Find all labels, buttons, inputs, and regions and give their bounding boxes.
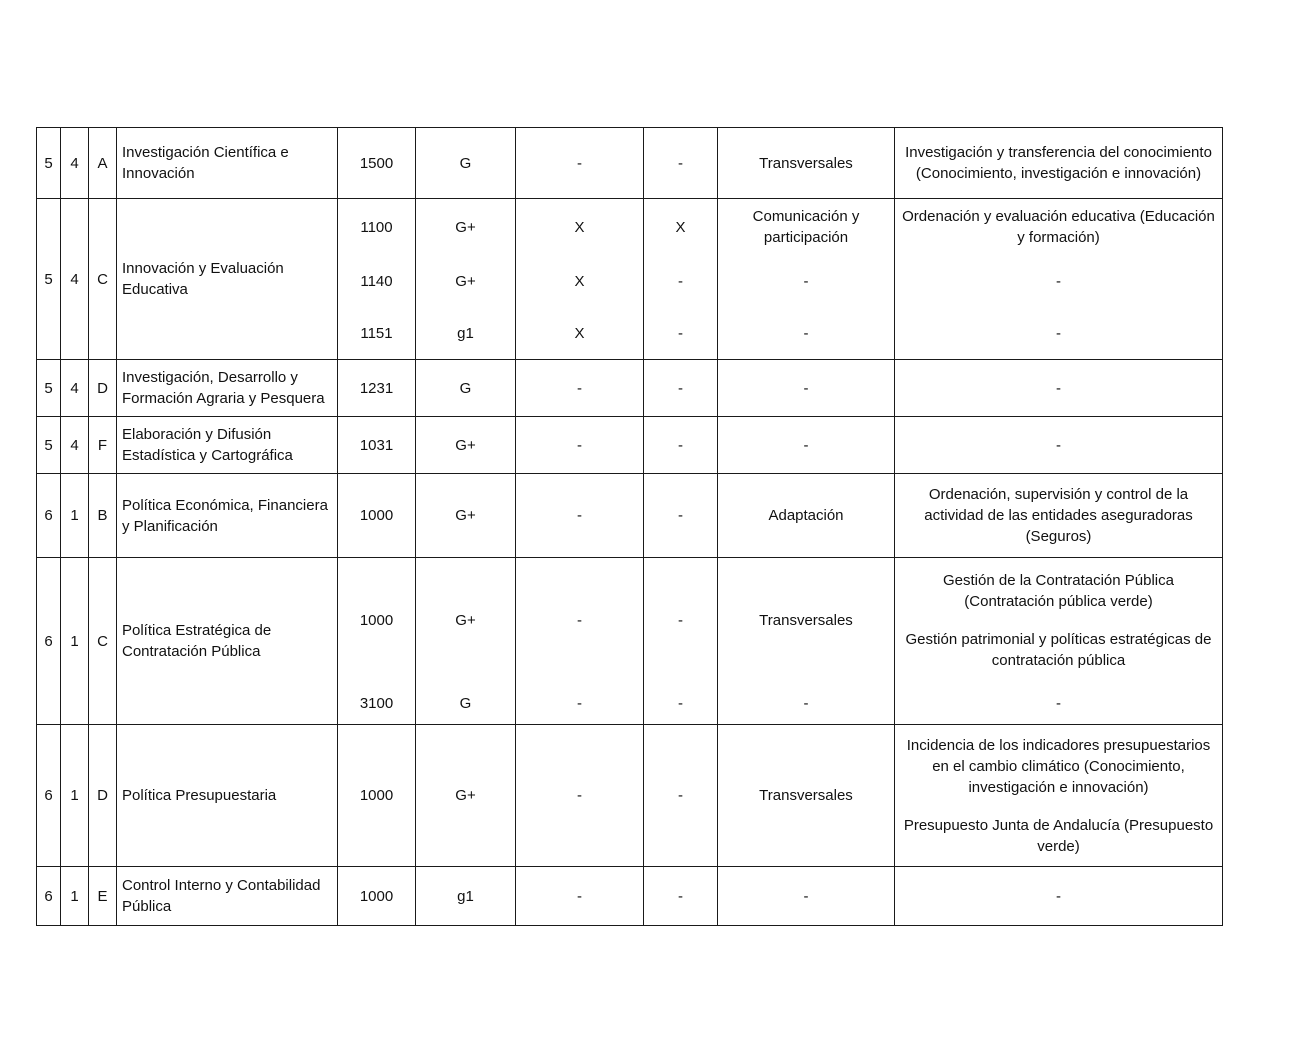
mark-cell-line xyxy=(644,474,717,557)
area-cell-line xyxy=(718,360,894,416)
table-row xyxy=(37,558,1223,725)
grade-cell-text: G+ xyxy=(455,436,476,454)
mark-cell-line xyxy=(516,474,643,557)
table-row xyxy=(37,360,1223,417)
code-cell-text: 1000 xyxy=(359,787,394,804)
objective-text: - xyxy=(1056,324,1061,342)
letter-cell: D xyxy=(89,360,117,417)
mark-cell-text: - xyxy=(678,694,683,712)
grade-cell-text: G+ xyxy=(455,611,476,629)
table-row xyxy=(37,199,1223,360)
code-cell-line xyxy=(338,867,415,925)
mark-cell-line xyxy=(516,128,643,198)
objective-cell xyxy=(895,199,1223,360)
area-cell xyxy=(718,360,895,417)
code-cell xyxy=(338,417,416,474)
level-2-cell: 1 xyxy=(61,474,89,558)
table-row xyxy=(37,128,1223,199)
code-cell-line xyxy=(338,417,415,473)
area-cell xyxy=(718,725,895,867)
area-cell-text: - xyxy=(803,272,809,290)
area-cell-text: - xyxy=(803,324,809,342)
objective-cell-line xyxy=(895,307,1222,359)
code-cell-line xyxy=(338,725,415,866)
grade-cell-text: G+ xyxy=(455,272,476,290)
level-1-cell: 5 xyxy=(37,128,61,199)
mark-cell-line xyxy=(644,307,717,359)
objective-cell xyxy=(895,558,1223,725)
area-cell-text: - xyxy=(803,887,809,905)
mark-cell-line xyxy=(516,682,643,724)
letter-cell: E xyxy=(89,867,117,926)
objective-cell xyxy=(895,360,1223,417)
grade-cell-text: G xyxy=(459,694,472,712)
level-2-cell: 4 xyxy=(61,199,89,360)
mark-cell-text: - xyxy=(577,154,582,172)
objective-text: Ordenación y evaluación educativa (Educación y formación) xyxy=(902,208,1215,246)
area-cell-text: Adaptación xyxy=(768,507,844,524)
objective-cell-line xyxy=(895,867,1222,925)
mark-cell xyxy=(644,867,718,926)
code-cell xyxy=(338,199,416,360)
code-cell-line xyxy=(338,682,415,724)
level-2-cell: 1 xyxy=(61,558,89,725)
grade-cell-line xyxy=(416,199,515,255)
code-cell-text: 1031 xyxy=(359,436,394,454)
area-cell-line xyxy=(718,417,894,473)
code-cell-text: 1000 xyxy=(359,507,394,524)
objective-cell-line xyxy=(895,360,1222,416)
grade-cell-line xyxy=(416,360,515,416)
table-body xyxy=(37,128,1223,926)
objective-text: - xyxy=(1056,379,1061,397)
table-row xyxy=(37,725,1223,867)
grade-cell xyxy=(416,558,516,725)
level-2-cell: 4 xyxy=(61,128,89,199)
mark-cell-text: - xyxy=(678,272,683,290)
area-cell xyxy=(718,474,895,558)
objective-cell-line xyxy=(895,417,1222,473)
grade-cell-text: G xyxy=(459,379,472,397)
mark-cell-line xyxy=(644,682,717,724)
level-2-cell: 1 xyxy=(61,867,89,926)
area-cell-text: - xyxy=(803,694,809,712)
mark-cell-text: - xyxy=(577,507,582,524)
program-name-cell: Política Presupuestaria xyxy=(117,725,338,867)
grade-cell-text: G xyxy=(459,154,472,172)
code-cell-text: 1100 xyxy=(360,218,393,236)
letter-cell: A xyxy=(89,128,117,199)
program-name-cell: Investigación Científica e Innovación xyxy=(117,128,338,199)
table-row xyxy=(37,417,1223,474)
grade-cell xyxy=(416,360,516,417)
objective-cell-line xyxy=(895,128,1222,198)
area-cell-line xyxy=(718,867,894,925)
objective-cell-line xyxy=(895,255,1222,307)
objective-text: Ordenación, supervisión y control de la actividad de las entidades aseguradoras (Seguros) xyxy=(924,486,1193,545)
mark-cell xyxy=(516,128,644,199)
mark-cell-text: X xyxy=(574,324,585,342)
area-cell-text: Comunicación y participación xyxy=(752,208,860,246)
letter-cell: C xyxy=(89,558,117,725)
mark-cell-text: - xyxy=(577,694,582,712)
objective-cell xyxy=(895,128,1223,199)
level-1-cell: 6 xyxy=(37,474,61,558)
mark-cell-text: X xyxy=(574,218,585,236)
mark-cell xyxy=(644,725,718,867)
area-cell-line xyxy=(718,725,894,866)
mark-cell-text: - xyxy=(678,324,683,342)
grade-cell-line xyxy=(416,558,515,682)
program-name-cell: Elaboración y Difusión Estadística y Cartográfica xyxy=(117,417,338,474)
area-cell-line xyxy=(718,199,894,255)
program-table xyxy=(36,127,1223,926)
objective-cell-line xyxy=(895,199,1222,255)
area-cell xyxy=(718,867,895,926)
level-1-cell: 6 xyxy=(37,558,61,725)
mark-cell-line xyxy=(644,867,717,925)
objective-text: Presupuesto Junta de Andalucía (Presupuesto verde) xyxy=(903,816,1214,855)
letter-cell: C xyxy=(89,199,117,360)
mark-cell-text: - xyxy=(678,436,683,454)
mark-cell-line xyxy=(644,360,717,416)
mark-cell xyxy=(516,360,644,417)
mark-cell xyxy=(516,417,644,474)
area-cell-text: - xyxy=(803,379,809,397)
table-row xyxy=(37,867,1223,926)
objective-cell-line xyxy=(895,558,1222,682)
letter-cell: F xyxy=(89,417,117,474)
level-1-cell: 5 xyxy=(37,417,61,474)
mark-cell-line xyxy=(516,307,643,359)
mark-cell-line xyxy=(644,255,717,307)
code-cell-line xyxy=(338,307,415,359)
mark-cell-line xyxy=(644,558,717,682)
code-cell xyxy=(338,867,416,926)
mark-cell-text: - xyxy=(678,154,683,172)
code-cell-text: 1151 xyxy=(360,324,393,342)
code-cell-line xyxy=(338,255,415,307)
grade-cell-text: G+ xyxy=(455,507,476,524)
area-cell-line xyxy=(718,682,894,724)
area-cell xyxy=(718,558,895,725)
code-cell xyxy=(338,360,416,417)
code-cell-text: 1500 xyxy=(359,154,394,172)
grade-cell-line xyxy=(416,725,515,866)
mark-cell xyxy=(644,417,718,474)
level-1-cell: 5 xyxy=(37,199,61,360)
level-2-cell: 4 xyxy=(61,417,89,474)
code-cell-line xyxy=(338,474,415,557)
area-cell xyxy=(718,199,895,360)
level-1-cell: 5 xyxy=(37,360,61,417)
objective-text: - xyxy=(1056,436,1061,454)
objective-cell xyxy=(895,725,1223,867)
mark-cell-text: - xyxy=(577,887,582,905)
program-name-cell: Política Económica, Financiera y Planificación xyxy=(117,474,338,558)
level-2-cell: 1 xyxy=(61,725,89,867)
code-cell-text: 3100 xyxy=(359,694,394,712)
level-1-cell: 6 xyxy=(37,725,61,867)
grade-cell-text: g1 xyxy=(457,887,474,905)
grade-cell xyxy=(416,474,516,558)
objective-cell xyxy=(895,417,1223,474)
code-cell-text: 1140 xyxy=(360,272,393,290)
code-cell xyxy=(338,128,416,199)
objective-text: - xyxy=(1056,694,1061,712)
letter-cell: D xyxy=(89,725,117,867)
mark-cell-text: - xyxy=(577,787,582,804)
mark-cell-text: - xyxy=(577,436,582,454)
mark-cell-line xyxy=(644,128,717,198)
mark-cell xyxy=(516,558,644,725)
objective-cell-line xyxy=(895,682,1222,724)
mark-cell-line xyxy=(644,725,717,866)
grade-cell-line xyxy=(416,255,515,307)
mark-cell-line xyxy=(516,255,643,307)
area-cell xyxy=(718,417,895,474)
objective-text: Gestión de la Contratación Pública (Contratación pública verde) xyxy=(943,571,1174,610)
grade-cell-text: g1 xyxy=(457,324,474,342)
mark-cell-text: X xyxy=(574,272,585,290)
mark-cell xyxy=(644,558,718,725)
level-2-cell: 4 xyxy=(61,360,89,417)
objective-text: - xyxy=(1056,272,1061,290)
code-cell-text: 1000 xyxy=(359,887,394,905)
mark-cell-text: - xyxy=(577,611,582,629)
grade-cell-line xyxy=(416,682,515,724)
objective-text: Gestión patrimonial y políticas estratégicas de contratación pública xyxy=(905,630,1212,669)
mark-cell-text: - xyxy=(678,787,683,804)
program-name-cell: Investigación, Desarrollo y Formación Agraria y Pesquera xyxy=(117,360,338,417)
grade-cell-line xyxy=(416,128,515,198)
code-cell xyxy=(338,558,416,725)
level-1-cell: 6 xyxy=(37,867,61,926)
mark-cell-text: - xyxy=(577,379,582,397)
area-cell-text: - xyxy=(803,436,809,454)
code-cell-line xyxy=(338,128,415,198)
objective-text: Incidencia de los indicadores presupuestarios en el cambio climático (Conocimiento, investigación e innovación) xyxy=(906,736,1211,796)
mark-cell-text: - xyxy=(678,887,683,905)
area-cell-line xyxy=(718,307,894,359)
mark-cell-line xyxy=(516,867,643,925)
table-row xyxy=(37,474,1223,558)
area-cell-text: Transversales xyxy=(759,611,853,629)
code-cell xyxy=(338,725,416,867)
grade-cell-line xyxy=(416,474,515,557)
area-cell-text: Transversales xyxy=(759,154,853,172)
mark-cell-line xyxy=(516,199,643,255)
area-cell-line xyxy=(718,474,894,557)
mark-cell xyxy=(644,128,718,199)
mark-cell xyxy=(516,725,644,867)
grade-cell-line xyxy=(416,867,515,925)
mark-cell-line xyxy=(644,199,717,255)
objective-cell-line xyxy=(895,725,1222,866)
area-cell-line xyxy=(718,255,894,307)
program-name-cell: Innovación y Evaluación Educativa xyxy=(117,199,338,360)
objective-cell-line xyxy=(895,474,1222,557)
grade-cell xyxy=(416,725,516,867)
grade-cell xyxy=(416,128,516,199)
grade-cell-text: G+ xyxy=(455,787,476,804)
code-cell-line xyxy=(338,558,415,682)
mark-cell xyxy=(516,199,644,360)
area-cell-line xyxy=(718,128,894,198)
mark-cell-line xyxy=(516,360,643,416)
letter-cell: B xyxy=(89,474,117,558)
mark-cell-line xyxy=(516,725,643,866)
mark-cell xyxy=(516,474,644,558)
grade-cell xyxy=(416,199,516,360)
area-cell-text: Transversales xyxy=(759,787,853,804)
objective-text: Investigación y transferencia del conocimiento (Conocimiento, investigación e innovación) xyxy=(905,144,1212,182)
mark-cell xyxy=(644,199,718,360)
objective-cell xyxy=(895,867,1223,926)
code-cell-text: 1000 xyxy=(359,611,394,629)
mark-cell-line xyxy=(644,417,717,473)
program-name-cell: Control Interno y Contabilidad Pública xyxy=(117,867,338,926)
grade-cell-line xyxy=(416,307,515,359)
mark-cell xyxy=(644,360,718,417)
objective-text: - xyxy=(1056,887,1061,905)
area-cell-line xyxy=(718,558,894,682)
mark-cell-text: - xyxy=(678,611,683,629)
mark-cell-line xyxy=(516,417,643,473)
mark-cell-text: - xyxy=(678,507,683,524)
program-name-cell: Política Estratégica de Contratación Pública xyxy=(117,558,338,725)
grade-cell-line xyxy=(416,417,515,473)
mark-cell xyxy=(644,474,718,558)
grade-cell xyxy=(416,417,516,474)
mark-cell-text: X xyxy=(675,218,686,236)
mark-cell-text: - xyxy=(678,379,683,397)
grade-cell-text: G+ xyxy=(455,218,476,236)
area-cell xyxy=(718,128,895,199)
grade-cell xyxy=(416,867,516,926)
code-cell-line xyxy=(338,199,415,255)
code-cell-line xyxy=(338,360,415,416)
mark-cell-line xyxy=(516,558,643,682)
code-cell-text: 1231 xyxy=(359,379,394,397)
mark-cell xyxy=(516,867,644,926)
code-cell xyxy=(338,474,416,558)
objective-cell xyxy=(895,474,1223,558)
